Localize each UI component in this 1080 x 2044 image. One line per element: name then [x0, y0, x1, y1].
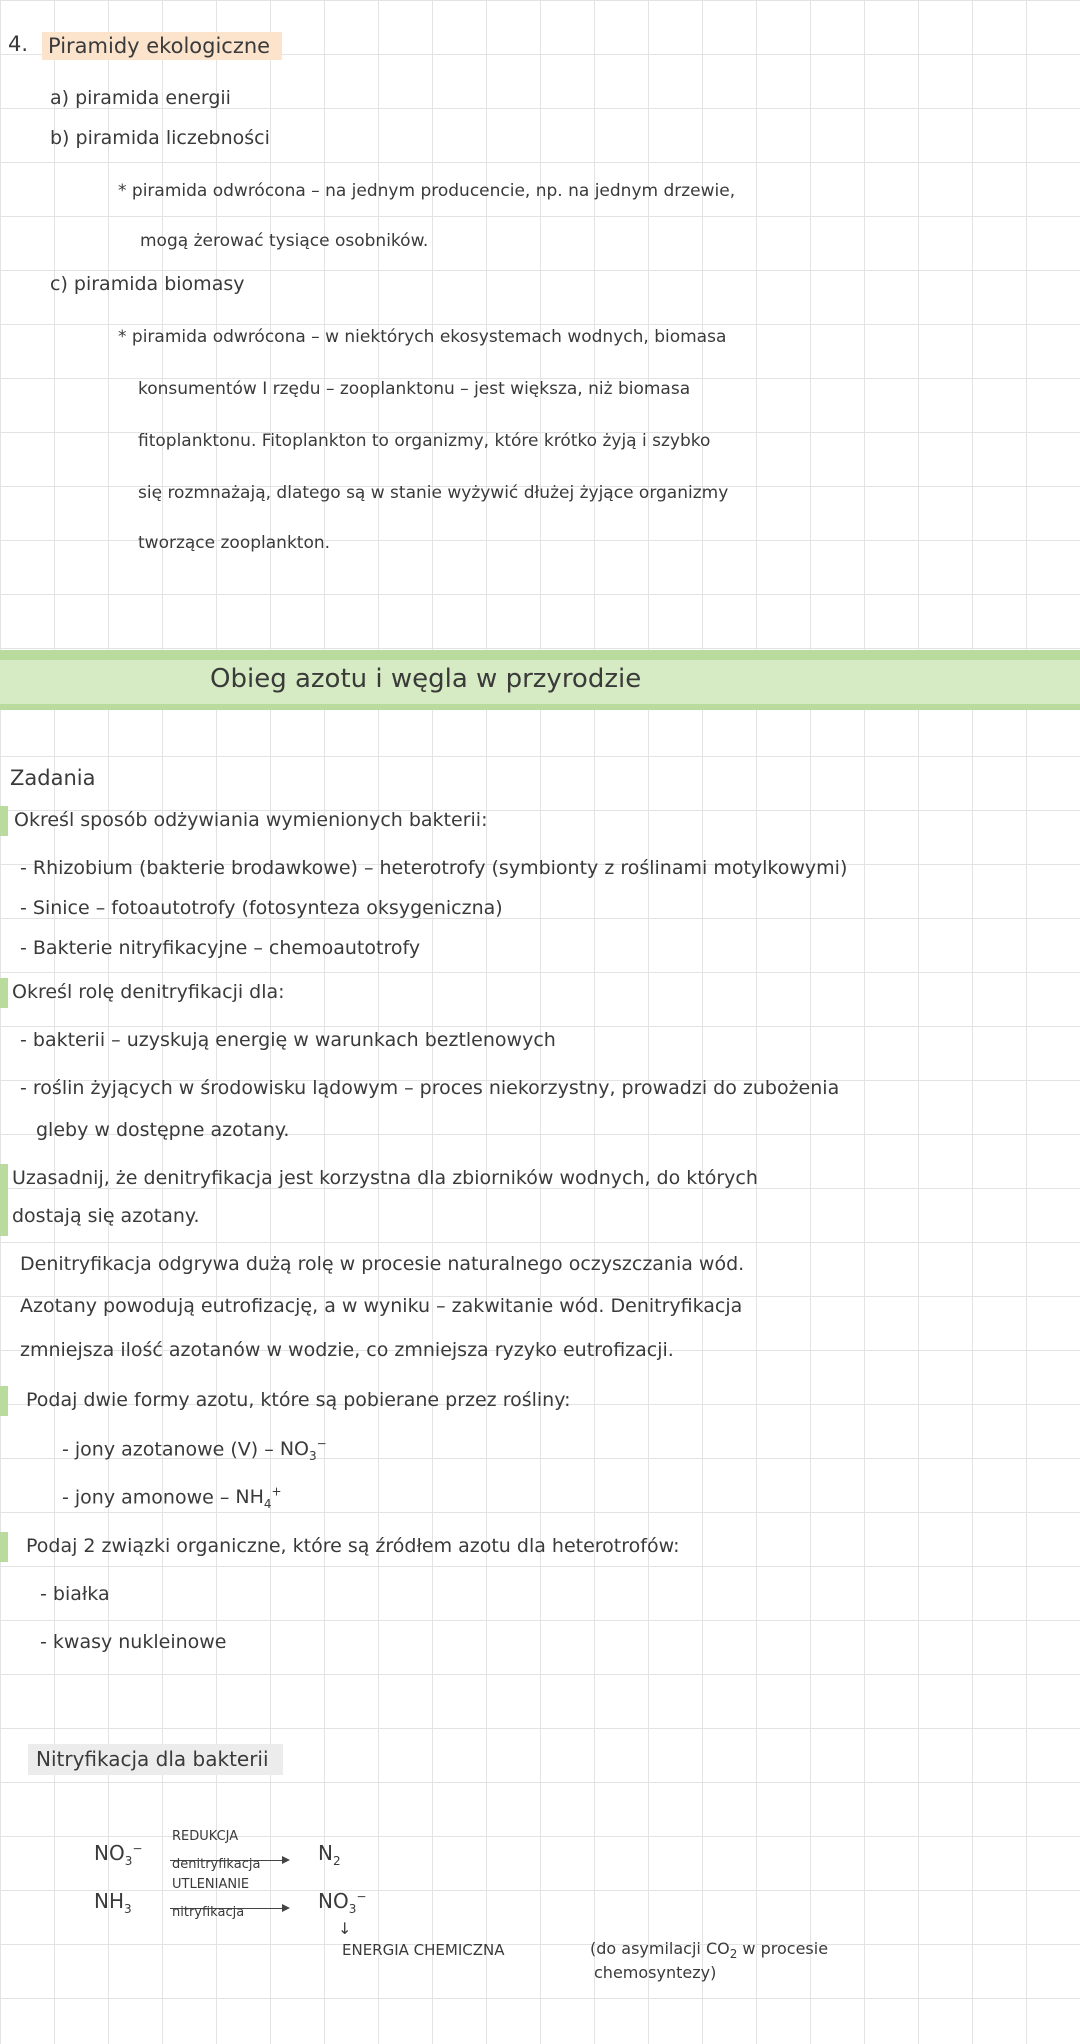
- task-4: Podaj dwie formy azotu, które są pobierane przez rośliny:: [26, 1389, 571, 1411]
- formula-ammonium-sub: 4: [263, 1497, 272, 1512]
- task-marker-1: [0, 806, 8, 836]
- section-number: 4.: [8, 32, 29, 56]
- task-1-answer-c: - Bakterie nitryfikacyjne – chemoautotrofy: [20, 937, 421, 959]
- item-a: a) piramida energii: [50, 87, 231, 109]
- task-5-answer-a: - białka: [40, 1583, 110, 1605]
- task-3-answer-3: zmniejsza ilość azotanów w wodzie, co zmniejsza ryzyko eutrofizacji.: [20, 1339, 674, 1361]
- task-marker-5: [0, 1532, 8, 1562]
- task-5-answer-b: - kwasy nukleinowe: [40, 1631, 227, 1653]
- formula-ammonium-sup: +: [271, 1485, 282, 1499]
- reaction-1-reactant-base: NO: [94, 1841, 125, 1865]
- reaction-1-product-base: N: [318, 1841, 333, 1865]
- reaction-2-product-sub: 3: [348, 1902, 357, 1916]
- task-2-answer-b-2: gleby w dostępne azotany.: [36, 1119, 290, 1141]
- reaction-2-reactant-sub: 3: [124, 1902, 132, 1916]
- item-b-note-2: mogą żerować tysiące osobników.: [140, 231, 429, 251]
- task-4-answer-b: [62, 1486, 282, 1512]
- formula-nitrate-sub: 3: [308, 1449, 317, 1464]
- energy-note-text-1: (do asymilacji CO: [590, 1939, 730, 1958]
- task-4-answer-a: [62, 1438, 327, 1464]
- reaction-2-reactant-base: NH: [94, 1889, 124, 1913]
- formula-nitrate-sup: −: [316, 1437, 327, 1451]
- formula-nitrate-base: NO: [279, 1438, 309, 1461]
- reaction-2-product-base: NO: [318, 1889, 349, 1913]
- formula-ammonium: [235, 1485, 282, 1512]
- section-title: Piramidy ekologiczne: [42, 32, 282, 60]
- reaction-1-product: [318, 1842, 341, 1869]
- item-b: b) piramida liczebności: [50, 127, 270, 149]
- task-4-answer-b-label: - jony amonowe –: [62, 1486, 230, 1509]
- energy-note-line-2: chemosyntezy): [594, 1963, 717, 1982]
- energy-note-line-1: [590, 1940, 828, 1962]
- task-2-answer-b-1: - roślin żyjących w środowisku lądowym – proces niekorzystny, prowadzi do zubożenia: [20, 1077, 840, 1099]
- task-4-answer-a-label: - jony azotanowe (V) –: [62, 1438, 274, 1461]
- energy-note-text-2: w procesie: [737, 1939, 829, 1958]
- task-3-answer-2: Azotany powodują eutrofizację, a w wyniku – zakwitanie wód. Denitryfikacja: [20, 1295, 743, 1317]
- item-c-note-1: * piramida odwrócona – w niektórych ekosystemach wodnych, biomasa: [118, 327, 727, 347]
- tasks-heading: Zadania: [10, 766, 96, 790]
- task-marker-3: [0, 1164, 8, 1236]
- reaction-1-label-bottom: denitryfikacja: [172, 1857, 261, 1872]
- task-2: Określ rolę denitryfikacji dla:: [12, 981, 285, 1003]
- task-3-line-1: Uzasadnij, że denitryfikacja jest korzystna dla zbiorników wodnych, do których: [12, 1167, 758, 1189]
- nitrification-heading: Nitryfikacja dla bakterii: [28, 1744, 283, 1775]
- banner-stripe-bottom: [0, 704, 1080, 710]
- reaction-1-reactant-sup: −: [132, 1841, 143, 1856]
- banner-stripe-top: [0, 650, 1080, 660]
- item-b-note-1: * piramida odwrócona – na jednym producencie, np. na jednym drzewie,: [118, 181, 736, 201]
- item-c-note-2: konsumentów I rzędu – zooplanktonu – jest większa, niż biomasa: [138, 379, 691, 399]
- task-1-answer-a: - Rhizobium (bakterie brodawkowe) – heterotrofy (symbionty z roślinami motylkowymi): [20, 857, 848, 879]
- item-c-note-3: fitoplanktonu. Fitoplankton to organizmy, które krótko żyją i szybko: [138, 431, 711, 451]
- reaction-2-label-top: UTLENIANIE: [172, 1877, 250, 1892]
- down-arrow-icon: ↓: [338, 1919, 352, 1938]
- energy-label: ENERGIA CHEMICZNA: [342, 1941, 505, 1959]
- item-c-note-5: tworzące zooplankton.: [138, 533, 331, 553]
- task-5: Podaj 2 związki organiczne, które są źródłem azotu dla heterotrofów:: [26, 1535, 680, 1557]
- reaction-1-reactant-sub: 3: [124, 1854, 133, 1868]
- task-1: Określ sposób odżywiania wymienionych bakterii:: [14, 809, 488, 831]
- task-marker-2: [0, 978, 8, 1008]
- task-1-answer-b: - Sinice – fotoautotrofy (fotosynteza oksygeniczna): [20, 897, 503, 919]
- formula-ammonium-base: NH: [235, 1486, 264, 1509]
- banner-title: Obieg azotu i węgla w przyrodzie: [210, 664, 642, 694]
- reaction-2-reactant: [94, 1890, 132, 1917]
- task-3-answer-1: Denitryfikacja odgrywa dużą rolę w procesie naturalnego oczyszczania wód.: [20, 1253, 745, 1275]
- item-c-note-4: się rozmnażają, dlatego są w stanie wyżywić dłużej żyjące organizmy: [138, 483, 729, 503]
- reaction-2-product: [318, 1890, 366, 1917]
- energy-note-sub: 2: [729, 1947, 738, 1962]
- reaction-1-product-sub: 2: [332, 1854, 341, 1868]
- reaction-1-reactant: [94, 1842, 142, 1869]
- reaction-2-product-sup: −: [356, 1889, 367, 1904]
- task-3-line-2: dostają się azotany.: [12, 1205, 200, 1227]
- item-c: c) piramida biomasy: [50, 273, 245, 295]
- task-marker-4: [0, 1386, 8, 1416]
- task-2-answer-a: - bakterii – uzyskują energię w warunkach beztlenowych: [20, 1029, 556, 1051]
- reaction-1-label-top: REDUKCJA: [172, 1829, 239, 1844]
- reaction-2-label-bottom: nitryfikacja: [172, 1905, 245, 1920]
- formula-nitrate: [279, 1437, 327, 1464]
